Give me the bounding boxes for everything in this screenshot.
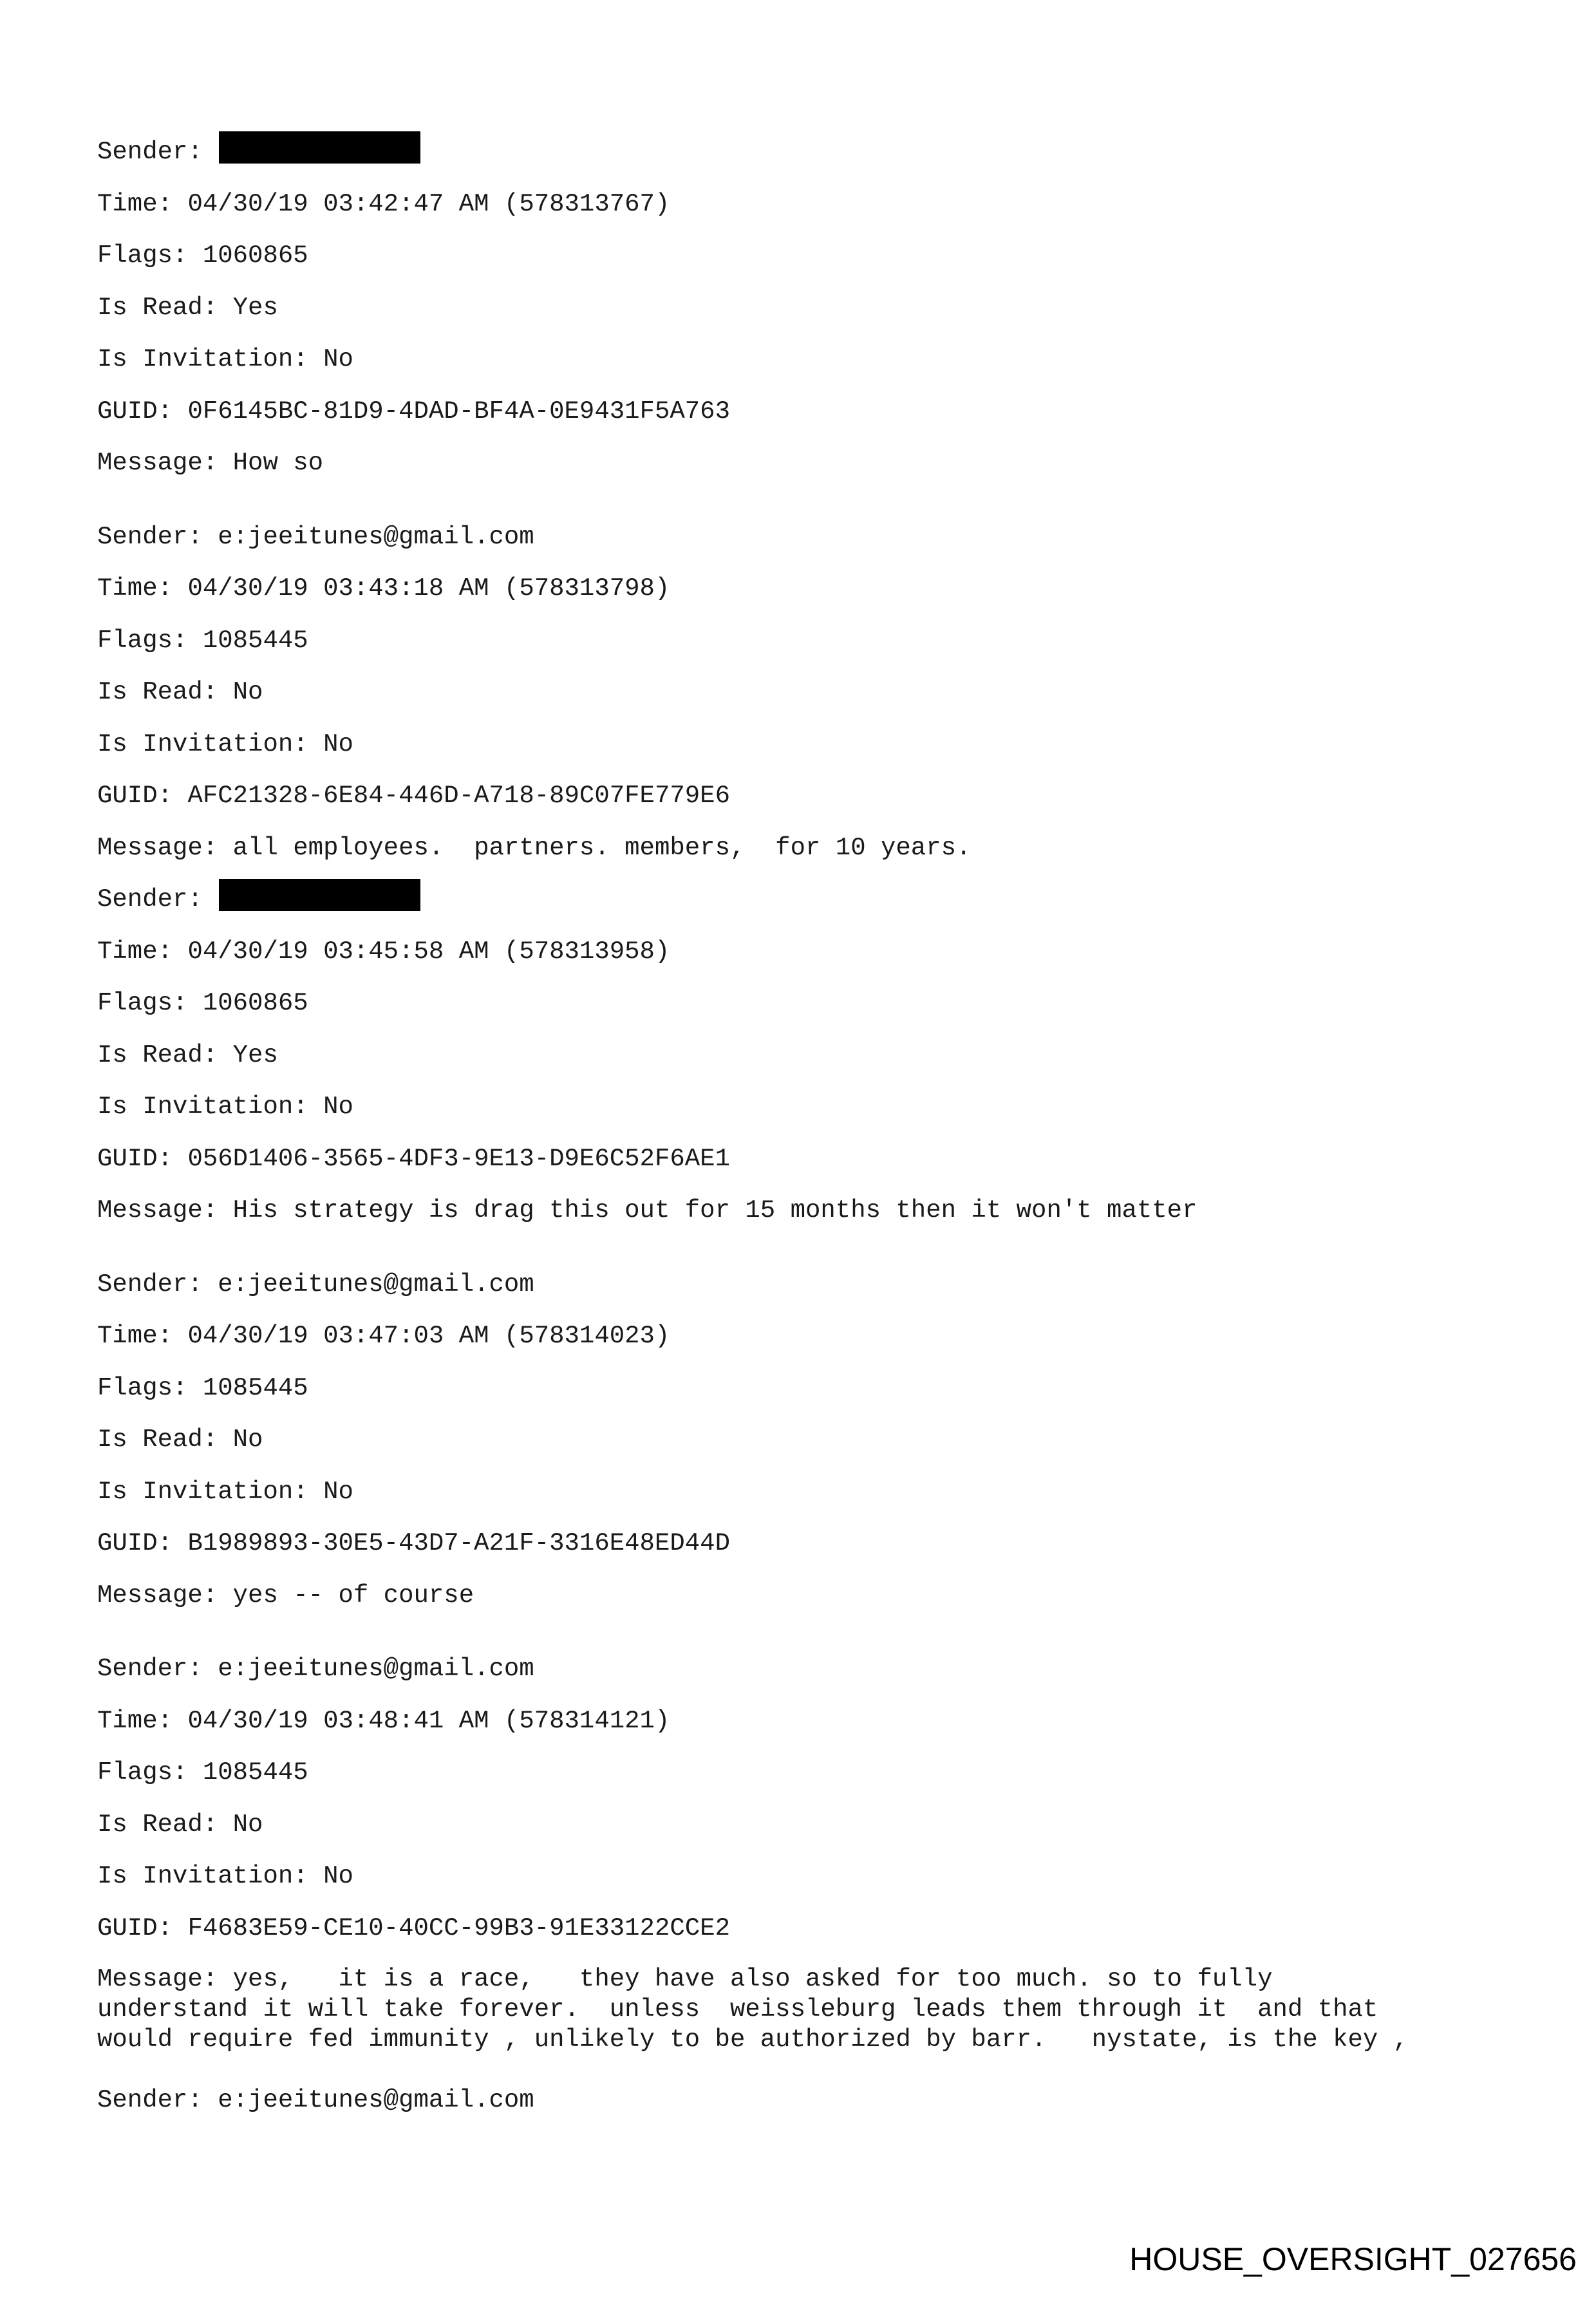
is-read-value: No xyxy=(232,1425,263,1454)
time-value: 04/30/19 03:47:03 AM (578314023) xyxy=(187,1322,670,1350)
flags-value: 1085445 xyxy=(202,626,308,655)
is-invitation-value: No xyxy=(323,729,353,758)
redaction-block xyxy=(219,879,420,911)
message-label: Message: xyxy=(97,1581,233,1610)
is-read-label: Is Read: xyxy=(97,1425,233,1454)
time-line xyxy=(97,563,1546,615)
time-label: Time: xyxy=(97,1322,188,1350)
is-read-value: Yes xyxy=(232,293,278,322)
flags-value: 1060865 xyxy=(202,241,308,270)
guid-value: 0F6145BC-81D9-4DAD-BF4A-0E9431F5A763 xyxy=(187,397,730,426)
sender-line xyxy=(97,1643,1546,1695)
sender-label: Sender: xyxy=(97,138,218,166)
is-invitation-value: No xyxy=(323,1093,353,1121)
message-line xyxy=(97,437,1546,489)
is-invitation-value: No xyxy=(323,1862,353,1890)
message-label: Message: xyxy=(97,449,233,477)
time-line xyxy=(97,926,1546,978)
flags-label: Flags: xyxy=(97,1758,203,1787)
record-spacer xyxy=(97,1621,1546,1643)
flags-line xyxy=(97,1362,1546,1415)
message-record xyxy=(97,1259,1546,1644)
is-read-value: No xyxy=(232,678,263,706)
flags-line xyxy=(97,615,1546,667)
time-label: Time: xyxy=(97,937,188,966)
guid-line xyxy=(97,1518,1546,1570)
message-line xyxy=(97,1570,1546,1622)
time-label: Time: xyxy=(97,189,188,218)
is-read-line xyxy=(97,1799,1546,1851)
is-invitation-line xyxy=(97,719,1546,771)
is-read-label: Is Read: xyxy=(97,678,233,706)
is-invitation-label: Is Invitation: xyxy=(97,1862,324,1890)
sender-line xyxy=(97,874,1546,926)
guid-label: GUID: xyxy=(97,782,188,810)
guid-line xyxy=(97,770,1546,822)
guid-line xyxy=(97,1903,1546,1955)
is-read-value: No xyxy=(232,1810,263,1839)
message-line xyxy=(97,822,1546,874)
message-record xyxy=(97,126,1546,511)
sender-label: Sender: xyxy=(97,2086,218,2114)
is-invitation-label: Is Invitation: xyxy=(97,729,324,758)
sender-label: Sender: xyxy=(97,885,218,914)
is-invitation-label: Is Invitation: xyxy=(97,1477,324,1506)
sender-line xyxy=(97,1259,1546,1311)
message-value: all employees. partners. members, for 10 years. xyxy=(232,833,972,862)
time-line xyxy=(97,1310,1546,1362)
message-line xyxy=(97,1185,1546,1237)
sender-value: e:jeeitunes@gmail.com xyxy=(218,1270,534,1299)
sender-line xyxy=(97,2074,1546,2127)
guid-value: AFC21328-6E84-446D-A718-89C07FE779E6 xyxy=(187,782,730,810)
flags-label: Flags: xyxy=(97,626,203,655)
is-read-line xyxy=(97,666,1546,719)
guid-value: 056D1406-3565-4DF3-9E13-D9E6C52F6AE1 xyxy=(187,1144,730,1173)
bates-number: HOUSE_OVERSIGHT_027656 xyxy=(1129,2241,1577,2277)
flags-label: Flags: xyxy=(97,1373,203,1402)
is-read-label: Is Read: xyxy=(97,293,233,322)
flags-value: 1085445 xyxy=(202,1373,308,1402)
flags-label: Flags: xyxy=(97,989,203,1017)
is-invitation-line xyxy=(97,1466,1546,1518)
guid-label: GUID: xyxy=(97,397,188,426)
is-invitation-label: Is Invitation: xyxy=(97,1093,324,1121)
is-invitation-line xyxy=(97,334,1546,386)
guid-value: B1989893-30E5-43D7-A21F-3316E48ED44D xyxy=(187,1529,730,1557)
is-read-label: Is Read: xyxy=(97,1040,233,1069)
message-label: Message: xyxy=(97,1196,233,1225)
time-value: 04/30/19 03:43:18 AM (578313798) xyxy=(187,574,670,603)
flags-line xyxy=(97,230,1546,282)
time-value: 04/30/19 03:48:41 AM (578314121) xyxy=(187,1706,670,1735)
message-label: Message: xyxy=(97,1965,233,1993)
flags-line xyxy=(97,977,1546,1029)
is-invitation-value: No xyxy=(323,345,353,373)
time-value: 04/30/19 03:45:58 AM (578313958) xyxy=(187,937,670,966)
time-value: 04/30/19 03:42:47 AM (578313767) xyxy=(187,189,670,218)
sender-line xyxy=(97,511,1546,563)
message-value: yes, it is a race, they have also asked for too much. so to fully understand it will take forever. unless weissleburg leads them through it and that would require fed immunity , unlikely to be authorized by barr. nystate, is the key , xyxy=(97,1965,1409,2054)
is-read-line xyxy=(97,1029,1546,1082)
guid-label: GUID: xyxy=(97,1144,188,1173)
guid-line xyxy=(97,386,1546,438)
is-read-line xyxy=(97,1414,1546,1466)
flags-label: Flags: xyxy=(97,241,203,270)
sender-label: Sender: xyxy=(97,1655,218,1683)
redaction-block xyxy=(219,131,420,164)
is-invitation-line xyxy=(97,1850,1546,1903)
message-value: yes -- of course xyxy=(232,1581,474,1610)
message-record xyxy=(97,1643,1546,2074)
record-spacer xyxy=(97,1237,1546,1259)
message-log xyxy=(97,126,1546,2127)
time-line xyxy=(97,1695,1546,1747)
is-invitation-line xyxy=(97,1081,1546,1133)
sender-label: Sender: xyxy=(97,522,218,551)
record-spacer xyxy=(97,489,1546,511)
message-value: How so xyxy=(232,449,324,477)
message-record xyxy=(97,511,1546,874)
sender-value: e:jeeitunes@gmail.com xyxy=(218,2086,534,2114)
sender-label: Sender: xyxy=(97,1270,218,1299)
time-label: Time: xyxy=(97,574,188,603)
message-label: Message: xyxy=(97,833,233,862)
flags-value: 1060865 xyxy=(202,989,308,1017)
is-invitation-value: No xyxy=(323,1477,353,1506)
message-line xyxy=(97,1954,1546,2074)
time-line xyxy=(97,178,1546,230)
message-value: His strategy is drag this out for 15 months then it won't matter xyxy=(232,1196,1197,1225)
guid-label: GUID: xyxy=(97,1529,188,1557)
message-record xyxy=(97,874,1546,1259)
is-read-label: Is Read: xyxy=(97,1810,233,1839)
flags-line xyxy=(97,1747,1546,1799)
is-read-line xyxy=(97,282,1546,334)
is-read-value: Yes xyxy=(232,1040,278,1069)
guid-label: GUID: xyxy=(97,1913,188,1942)
is-invitation-label: Is Invitation: xyxy=(97,345,324,373)
guid-line xyxy=(97,1133,1546,1185)
sender-value: e:jeeitunes@gmail.com xyxy=(218,1655,534,1683)
time-label: Time: xyxy=(97,1706,188,1735)
flags-value: 1085445 xyxy=(202,1758,308,1787)
guid-value: F4683E59-CE10-40CC-99B3-91E33122CCE2 xyxy=(187,1913,730,1942)
sender-line xyxy=(97,126,1546,178)
sender-value: e:jeeitunes@gmail.com xyxy=(218,522,534,551)
